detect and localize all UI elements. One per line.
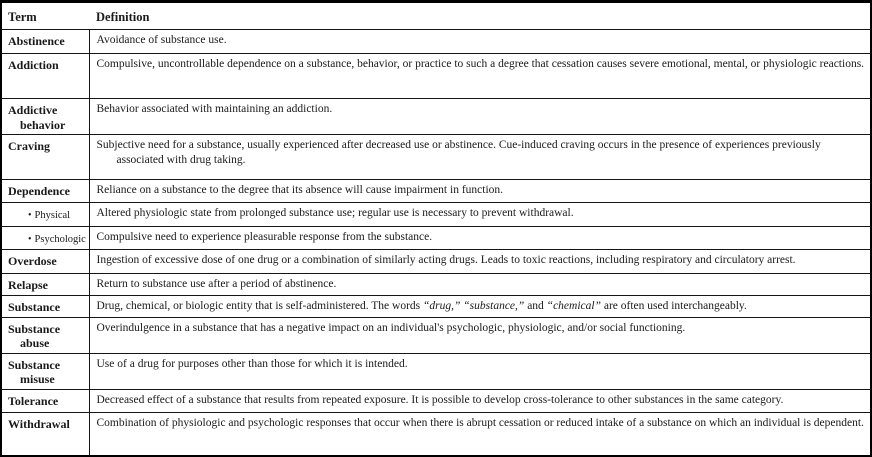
table-row [1, 317, 871, 353]
term-label: Overdose [8, 254, 57, 268]
definition-cell [89, 180, 871, 203]
term-label: Dependence [8, 184, 70, 198]
definition-text: Altered physiologic state from prolonged substance use; regular use is necessary to prevent withdrawal. [96, 207, 574, 219]
term-label: Withdrawal [8, 416, 70, 431]
definition-text: Use of a drug for purposes other than those for which it is intended. [96, 357, 408, 370]
table-header-row [1, 2, 871, 30]
bullet-icon: • [28, 233, 32, 245]
term-label: Substance [8, 299, 61, 314]
definition-cell [89, 274, 871, 296]
bullet-icon: • [28, 210, 32, 221]
definition-cell [89, 250, 871, 274]
term-cell [1, 99, 89, 135]
term-cell [1, 250, 89, 274]
definition-text: Drug, chemical, or biologic entity that is self-administered. The words “drug,” “substance,” and “chemical” are often used interchangeably. [96, 299, 747, 312]
term-cell [1, 317, 89, 353]
definition-text: Overindulgence in a substance that has a negative impact on an individual's psychologic, physiologic, and/or social functioning. [96, 321, 686, 334]
term-label: Substance abuse [8, 321, 61, 350]
definition-text: Compulsive need to experience pleasurable response from the substance. [96, 230, 433, 243]
definition-cell [89, 317, 871, 353]
table-row [1, 274, 871, 296]
term-label: Tolerance [8, 393, 59, 408]
term-cell [1, 274, 89, 296]
definition-cell [89, 226, 871, 250]
definition-text: Behavior associated with maintaining an addiction. [96, 103, 333, 115]
definition-cell [89, 412, 871, 456]
term-cell [1, 389, 89, 412]
definition-cell [89, 54, 871, 99]
table-row [1, 250, 871, 274]
definition-cell [89, 295, 871, 317]
table-row [1, 389, 871, 412]
definition-cell [89, 203, 871, 227]
term-cell [1, 412, 89, 456]
term-label: Substance misuse [8, 357, 61, 386]
term-label: Addiction [8, 58, 59, 72]
term-cell [1, 135, 89, 180]
term-cell [1, 54, 89, 99]
term-label: Relapse [8, 278, 48, 292]
definition-cell [89, 389, 871, 412]
definition-text: Combination of physiologic and psychologic responses that occur when there is abrupt cessation or reduced intake of a substance on which an individual is dependent. [96, 416, 864, 429]
table-row [1, 226, 871, 250]
term-cell [1, 180, 89, 203]
definition-cell [89, 99, 871, 135]
term-label: Psychologic [34, 233, 86, 245]
definition-text: Subjective need for a substance, usually experienced after decreased use or abstinence. Cue-induced craving occurs in the presence of experiences previously associated with drug taking. [96, 139, 821, 166]
term-cell [1, 295, 89, 317]
table-row [1, 353, 871, 389]
definition-text: Compulsive, uncontrollable dependence on a substance, behavior, or practice to such a degree that cessation causes severe emotional, mental, or physiologic reactions. [96, 58, 865, 70]
table-row [1, 30, 871, 54]
table-row [1, 203, 871, 227]
definition-text: Return to substance use after a period of abstinence. [96, 278, 337, 290]
term-cell [1, 30, 89, 54]
term-label: Physical [34, 210, 71, 221]
definition-cell [89, 135, 871, 180]
table-row [1, 54, 871, 99]
term-cell [1, 353, 89, 389]
column-header-term: Term [1, 2, 89, 30]
term-label: Addictive behavior [8, 103, 66, 132]
term-cell [1, 203, 89, 227]
table-row [1, 295, 871, 317]
definition-text: Ingestion of excessive dose of one drug or a combination of similarly acting drugs. Leads to toxic reactions, including respiratory and circulatory arrest. [96, 254, 796, 266]
table-row [1, 412, 871, 456]
column-header-definition: Definition [89, 2, 871, 30]
term-label: Craving [8, 139, 50, 153]
term-cell [1, 226, 89, 250]
table-row [1, 135, 871, 180]
table-row [1, 99, 871, 135]
definition-cell [89, 30, 871, 54]
definition-text: Decreased effect of a substance that results from repeated exposure. It is possible to develop cross-tolerance to other substances in the same category. [96, 393, 784, 406]
definition-text: Reliance on a substance to the degree that its absence will cause impairment in function. [96, 184, 504, 196]
table-row [1, 180, 871, 203]
term-label: Abstinence [8, 34, 65, 48]
definition-text: Avoidance of substance use. [96, 34, 227, 46]
definition-cell [89, 353, 871, 389]
